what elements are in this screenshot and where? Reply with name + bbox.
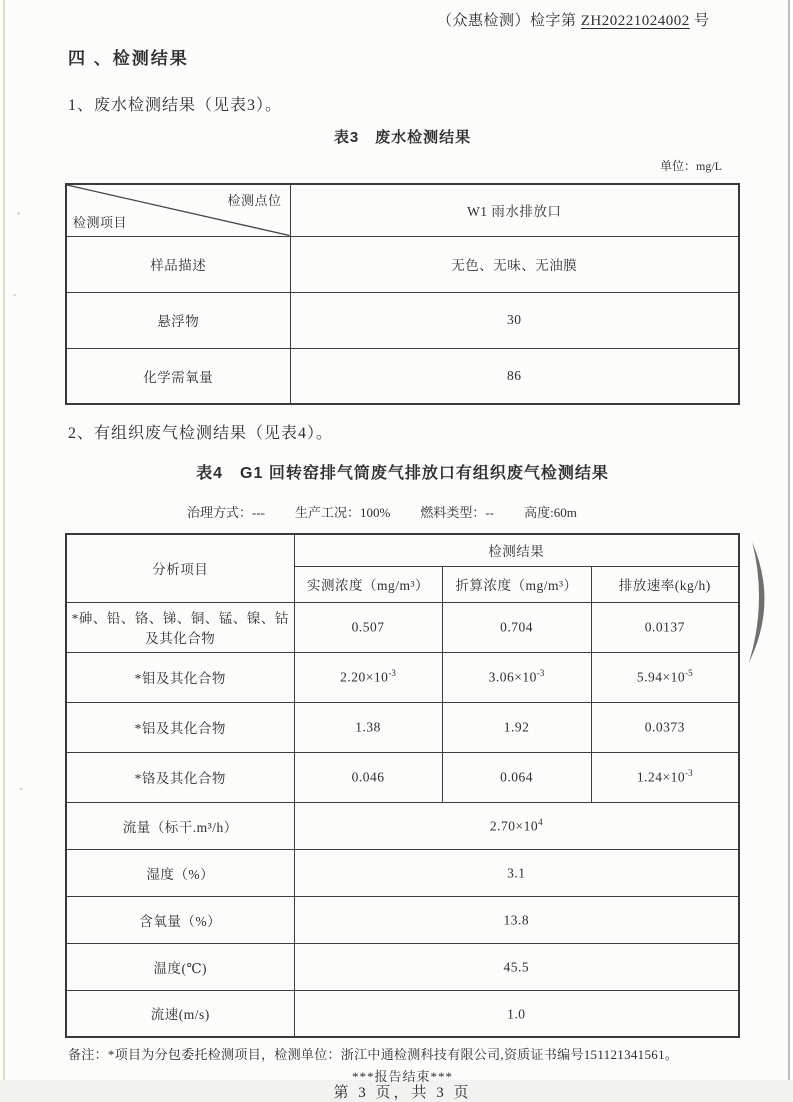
table-row [66,702,739,752]
value-exp: -3 [536,668,545,679]
analyte-name: *钼及其化合物 [66,652,294,702]
table4-caption: 表4 G1 回转窑排气筒废气排放口有组织废气检测结果 [196,465,609,482]
value-base: 1.0 [507,1006,526,1021]
meta-label: 治理方式： [187,505,253,520]
scan-speck [17,212,20,215]
corner-label-item: 检测项目 [73,214,128,230]
value-base: 3.1 [507,865,526,881]
measured-value [294,702,442,752]
report-end-mark: ***报告结束*** [351,1069,453,1084]
remark-note: 备注：*项目为分包委托检测项目，检测单位：浙江中通检测科技有限公司,资质证书编号151121341561。 [68,1047,679,1062]
analyte-name: *铝及其化合物 [66,702,294,752]
scan-speck [13,294,16,296]
meta-value: -- [485,505,495,520]
scan-artifact-paren [742,541,783,670]
table3-value: 30 [290,292,739,348]
table4-result-header: 检测结果 [294,534,739,566]
analyte-name: *砷、铅、铬、锑、铜、锰、镍、钴及其化合物 [66,602,294,652]
corner-label-point: 检测点位 [227,193,282,208]
table-row [66,990,739,1037]
table4-meta-line [65,502,740,521]
scan-edge-left [3,0,5,1080]
meta-value: --- [252,505,266,520]
value-base: 45.5 [503,959,530,975]
meta-production [295,502,390,521]
value-base: 2.20×10 [340,669,389,685]
param-value [294,849,739,896]
subsection-1-title: 1、废水检测结果（见表3）。 [68,97,283,114]
param-value [294,802,739,849]
section-title: 四 、检测结果 [68,49,189,68]
page-number: 第 3 页，共 3 页 [333,1085,472,1101]
param-name: 湿度（%） [66,849,294,896]
value-base: 13.8 [503,912,530,928]
table3-item: 悬浮物 [66,292,290,348]
value-exp: -3 [388,668,396,679]
table3-value: 86 [290,348,739,404]
table3-caption: 表3 废水检测结果 [333,129,472,146]
wastewater-table [65,183,740,405]
value-base: 3.06×10 [488,669,537,685]
measured-value [294,652,442,702]
converted-value [442,652,591,702]
converted-value [442,702,591,752]
table3-point-header: W1 雨水排放口 [290,184,739,236]
measured-value [294,602,442,652]
report-ref-number: ZH20221024002 [580,13,690,29]
table4-col-header: 排放速率(kg/h) [591,566,739,602]
converted-value [442,602,591,652]
param-value [294,896,739,943]
meta-value: 100% [360,505,391,520]
table-row [66,292,739,348]
table-row [66,652,739,702]
param-name: 温度(℃) [66,943,294,990]
table4-col-header: 折算浓度（mg/m³） [442,566,591,602]
table3-unit-note: 单位：mg/L [660,159,722,173]
table-row [66,943,739,990]
meta-height [524,502,577,521]
page-content [65,0,740,1102]
table-row [66,602,739,652]
table-row [66,896,739,943]
value-base: 1.24×10 [636,769,686,785]
value-base: 0.046 [351,769,385,785]
meta-label: 燃料类型： [420,505,486,520]
rate-value [591,752,739,802]
meta-value: 60m [553,505,577,520]
report-ref-suffix: 号 [694,13,710,29]
table-row [66,236,739,292]
analyte-name: *铬及其化合物 [66,752,294,802]
value-base: 0.0373 [644,719,685,735]
converted-value [442,752,591,802]
value-exp: -3 [685,768,693,779]
table3-item: 化学需氧量 [66,348,290,404]
table4-col-header: 实测浓度（mg/m³） [294,566,442,602]
value-base: 0.0137 [644,619,685,635]
meta-label: 高度: [524,505,554,520]
table4-item-header: 分析项目 [66,534,294,602]
table-row [66,348,739,404]
param-value [294,943,739,990]
waste-gas-table [65,533,740,1038]
table-row [66,849,739,896]
value-base: 0.507 [351,619,385,635]
scan-edge-right [788,0,790,1080]
param-name: 含氧量（%） [66,896,294,943]
value-exp: -5 [685,668,693,679]
table3-corner-cell [66,184,290,236]
table3-header-row [66,184,739,236]
scan-speck [19,788,23,790]
subsection-2-title: 2、有组织废气检测结果（见表4）。 [68,425,334,442]
measured-value [294,752,442,802]
param-name: 流速(m/s) [66,990,294,1037]
value-base: 0.064 [500,769,533,785]
param-value [294,990,739,1037]
value-base: 1.38 [355,719,381,735]
table3-item: 样品描述 [66,236,290,292]
value-base: 1.92 [503,719,530,735]
rate-value [591,602,739,652]
value-base: 5.94×10 [636,669,686,685]
param-name: 流量（标干.m³/h） [66,802,294,849]
table-row [66,802,739,849]
meta-fuel [420,502,494,521]
table4-header-row1 [66,534,739,566]
meta-label: 生产工况： [295,505,361,520]
report-ref-prefix: （众惠检测）检字第 [437,13,577,29]
table-row [66,752,739,802]
meta-treatment [187,502,265,521]
rate-value [591,702,739,752]
table3-value: 无色、无味、无油膜 [290,236,739,292]
rate-value [591,652,739,702]
value-exp: 4 [538,816,543,827]
value-base: 2.70×10 [489,818,539,834]
value-base: 0.704 [500,619,533,635]
